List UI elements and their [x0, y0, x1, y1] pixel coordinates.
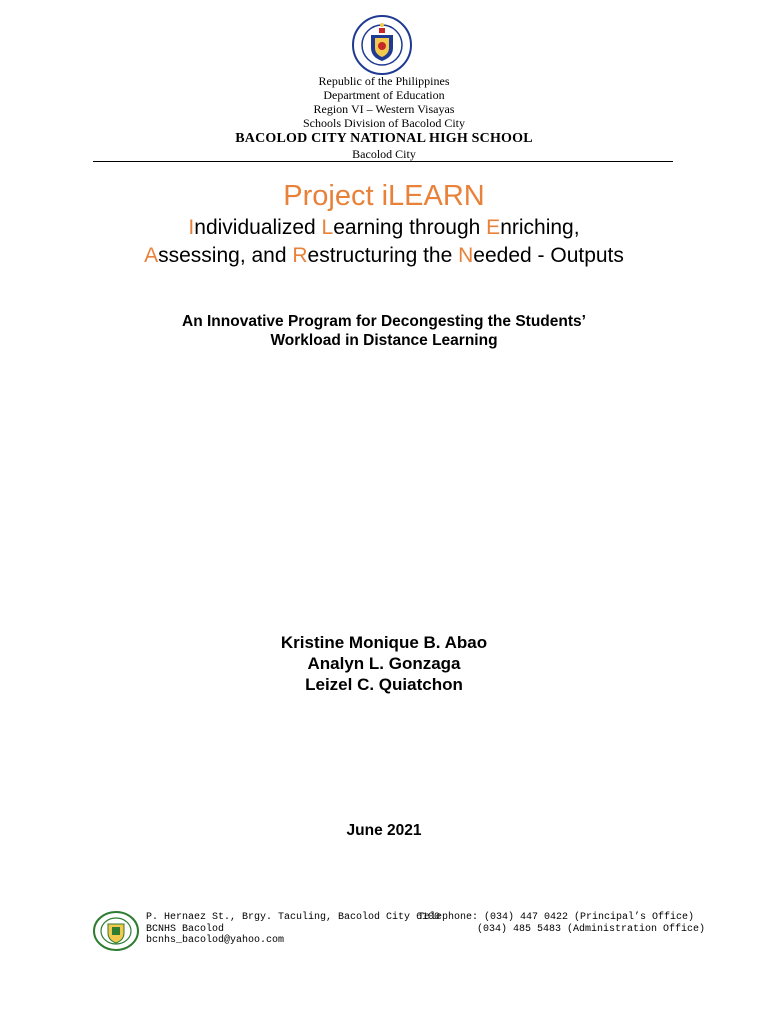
author-list — [0, 632, 768, 695]
acronym-line-2 — [0, 242, 768, 270]
acronym-letter: I — [188, 216, 195, 239]
author-name: Analyn L. Gonzaga — [307, 654, 461, 673]
header-department: Department of Education — [323, 88, 445, 102]
acronym-word: earning through — [333, 216, 487, 239]
footer-telephone-principal: Telephone: (034) 447 0422 (Principal’s Office) — [418, 912, 695, 923]
title-block — [0, 178, 768, 270]
acronym-letter: E — [486, 216, 501, 239]
acronym-letter: N — [458, 244, 474, 267]
header-school-name: BACOLOD CITY NATIONAL HIGH SCHOOL — [235, 131, 533, 146]
document-date: June 2021 — [346, 822, 422, 839]
header-divider — [93, 161, 673, 162]
subtitle-line-2: Workload in Distance Learning — [270, 332, 498, 349]
header-country: Republic of the Philippines — [318, 74, 450, 88]
header-division: Schools Division of Bacolod City — [303, 116, 465, 130]
acronym-letter: L — [321, 216, 334, 239]
author-name: Leizel C. Quiatchon — [305, 675, 463, 694]
acronym-line-1 — [0, 214, 768, 242]
acronym-word: eeded - Outputs — [473, 244, 624, 267]
acronym-word: ssessing, and — [158, 244, 293, 267]
letterhead — [0, 74, 768, 161]
author-name: Kristine Monique B. Abao — [280, 633, 488, 652]
acronym-letter: R — [292, 244, 308, 267]
acronym-word: ndividualized — [194, 216, 322, 239]
deped-seal-logo — [349, 14, 415, 76]
header-city: Bacolod City — [352, 147, 416, 161]
acronym-word: nriching, — [500, 216, 580, 239]
header-region: Region VI – Western Visayas — [313, 102, 455, 116]
footer-email: bcnhs_bacolod@yahoo.com — [146, 935, 285, 946]
footer-contact-left — [146, 912, 440, 947]
acronym-letter: A — [144, 244, 159, 267]
school-seal-logo — [93, 911, 139, 951]
subtitle — [0, 312, 768, 350]
footer-school-abbrev: BCNHS Bacolod — [146, 923, 225, 935]
footer-contact-right — [418, 912, 705, 935]
footer-address: P. Hernaez St., Brgy. Taculing, Bacolod City 6100 — [146, 912, 441, 923]
acronym-word: estructuring the — [307, 244, 459, 267]
project-title: Project iLEARN — [283, 180, 485, 212]
subtitle-line-1: An Innovative Program for Decongesting the Students’ — [182, 313, 586, 330]
footer-telephone-admin: (034) 485 5483 (Administration Office) — [477, 923, 706, 935]
